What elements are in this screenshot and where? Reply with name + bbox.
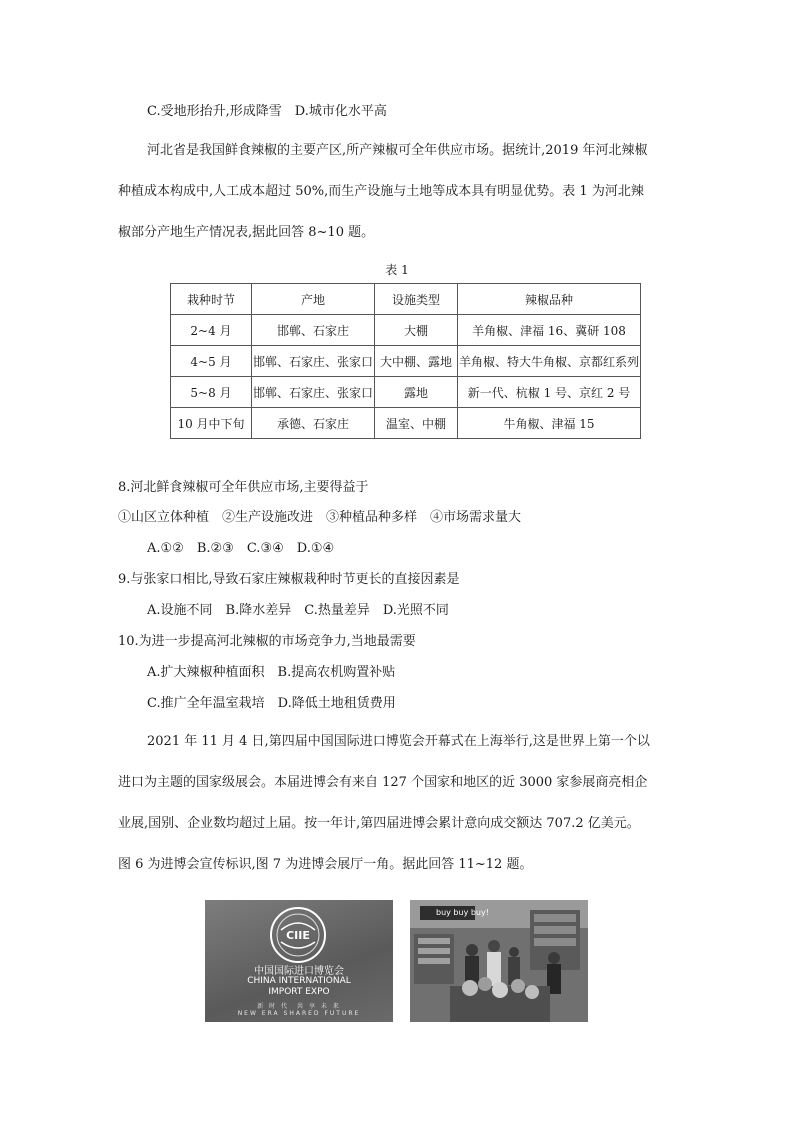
table-cell: 5~8 月 bbox=[171, 377, 252, 408]
table-cell: 邯郸、石家庄 bbox=[252, 315, 375, 346]
table-cell: 新一代、杭椒 1 号、京红 2 号 bbox=[458, 377, 641, 408]
question-8: 8.河北鲜食辣椒可全年供应市场,主要得益于 bbox=[118, 480, 369, 495]
question-10: 10.为进一步提高河北辣椒的市场竞争力,当地最需要 bbox=[118, 634, 416, 649]
exhibition-hall-photo bbox=[410, 900, 588, 1022]
table-header-row bbox=[171, 284, 641, 315]
paragraph-expo-line-4: 图 6 为进博会宣传标识,图 7 为进博会展厅一角。据此回答 11~12 题。 bbox=[118, 857, 533, 872]
table-caption: 表 1 bbox=[385, 263, 409, 277]
table-cell: 大棚 bbox=[375, 315, 458, 346]
table-cell: 4~5 月 bbox=[171, 346, 252, 377]
expo-name-en-1: CHINA INTERNATIONAL bbox=[247, 976, 351, 986]
expo-slogan-cn: 新 时 代 共 享 未 来 bbox=[257, 1003, 341, 1010]
table-cell: 邯郸、石家庄、张家口 bbox=[252, 377, 375, 408]
expo-logo-image bbox=[205, 900, 393, 1022]
table-cell: 承德、石家庄 bbox=[252, 408, 375, 439]
paragraph-pepper-line-2: 种植成本构成中,人工成本超过 50%,而生产设施与土地等成本具有明显优势。表 1 为河北辣 bbox=[118, 184, 644, 199]
shop-sign-text: buy buy buy! bbox=[436, 908, 489, 917]
paragraph-expo-line-1: 2021 年 11 月 4 日,第四届中国国际进口博览会开幕式在上海举行,这是世界上第一个以 bbox=[147, 734, 650, 749]
table-cell: 10 月中下旬 bbox=[171, 408, 252, 439]
exhibition-scene-illustration bbox=[410, 900, 588, 1022]
question-10-choices-ab: A.扩大辣椒种植面积 B.提高农机购置补贴 bbox=[147, 665, 396, 680]
question-8-choices: A.①② B.②③ C.③④ D.①④ bbox=[147, 541, 335, 556]
table-row bbox=[171, 346, 641, 377]
table-cell: 温室、中棚 bbox=[375, 408, 458, 439]
header-variety: 辣椒品种 bbox=[458, 284, 641, 315]
table-cell: 邯郸、石家庄、张家口 bbox=[252, 346, 375, 377]
paragraph-expo-line-2: 进口为主题的国家级展会。本届进博会有来自 127 个国家和地区的近 3000 家参展商亮相企 bbox=[118, 775, 648, 790]
table-cell: 牛角椒、津福 15 bbox=[458, 408, 641, 439]
emblem-text: CIIE bbox=[286, 929, 310, 942]
header-facility: 设施类型 bbox=[375, 284, 458, 315]
expo-name-en-2: IMPORT EXPO bbox=[268, 987, 330, 997]
table-cell: 大中棚、露地 bbox=[375, 346, 458, 377]
expo-slogan-en: NEW ERA SHARED FUTURE bbox=[237, 1010, 361, 1017]
question-10-choices-cd: C.推广全年温室栽培 D.降低土地租赁费用 bbox=[147, 696, 396, 711]
header-season: 栽种时节 bbox=[171, 284, 252, 315]
table-row bbox=[171, 408, 641, 439]
pepper-production-table bbox=[170, 283, 641, 439]
table-cell: 羊角椒、津福 16、冀研 108 bbox=[458, 315, 641, 346]
table-row bbox=[171, 315, 641, 346]
table-cell: 露地 bbox=[375, 377, 458, 408]
option-line-c-d: C.受地形抬升,形成降雪 D.城市化水平高 bbox=[147, 104, 387, 119]
expo-emblem-icon bbox=[269, 906, 327, 964]
table-cell: 2~4 月 bbox=[171, 315, 252, 346]
question-9-choices: A.设施不同 B.降水差异 C.热量差异 D.光照不同 bbox=[147, 603, 449, 618]
header-region: 产地 bbox=[252, 284, 375, 315]
expo-name-cn: 中国国际进口博览会 bbox=[254, 966, 344, 977]
question-8-statements: ①山区立体种植 ②生产设施改进 ③种植品种多样 ④市场需求量大 bbox=[118, 510, 522, 525]
table-cell: 羊角椒、特大牛角椒、京都红系列 bbox=[458, 346, 641, 377]
paragraph-expo-line-3: 业展,国别、企业数均超过上届。按一年计,第四届进博会累计意向成交额达 707.2 亿美元。 bbox=[118, 816, 640, 831]
question-9: 9.与张家口相比,导致石家庄辣椒栽种时节更长的直接因素是 bbox=[118, 572, 460, 587]
table-row bbox=[171, 377, 641, 408]
paragraph-pepper-line-1: 河北省是我国鲜食辣椒的主要产区,所产辣椒可全年供应市场。据统计,2019 年河北辣椒 bbox=[147, 143, 648, 158]
paragraph-pepper-line-3: 椒部分产地生产情况表,据此回答 8~10 题。 bbox=[118, 225, 375, 240]
